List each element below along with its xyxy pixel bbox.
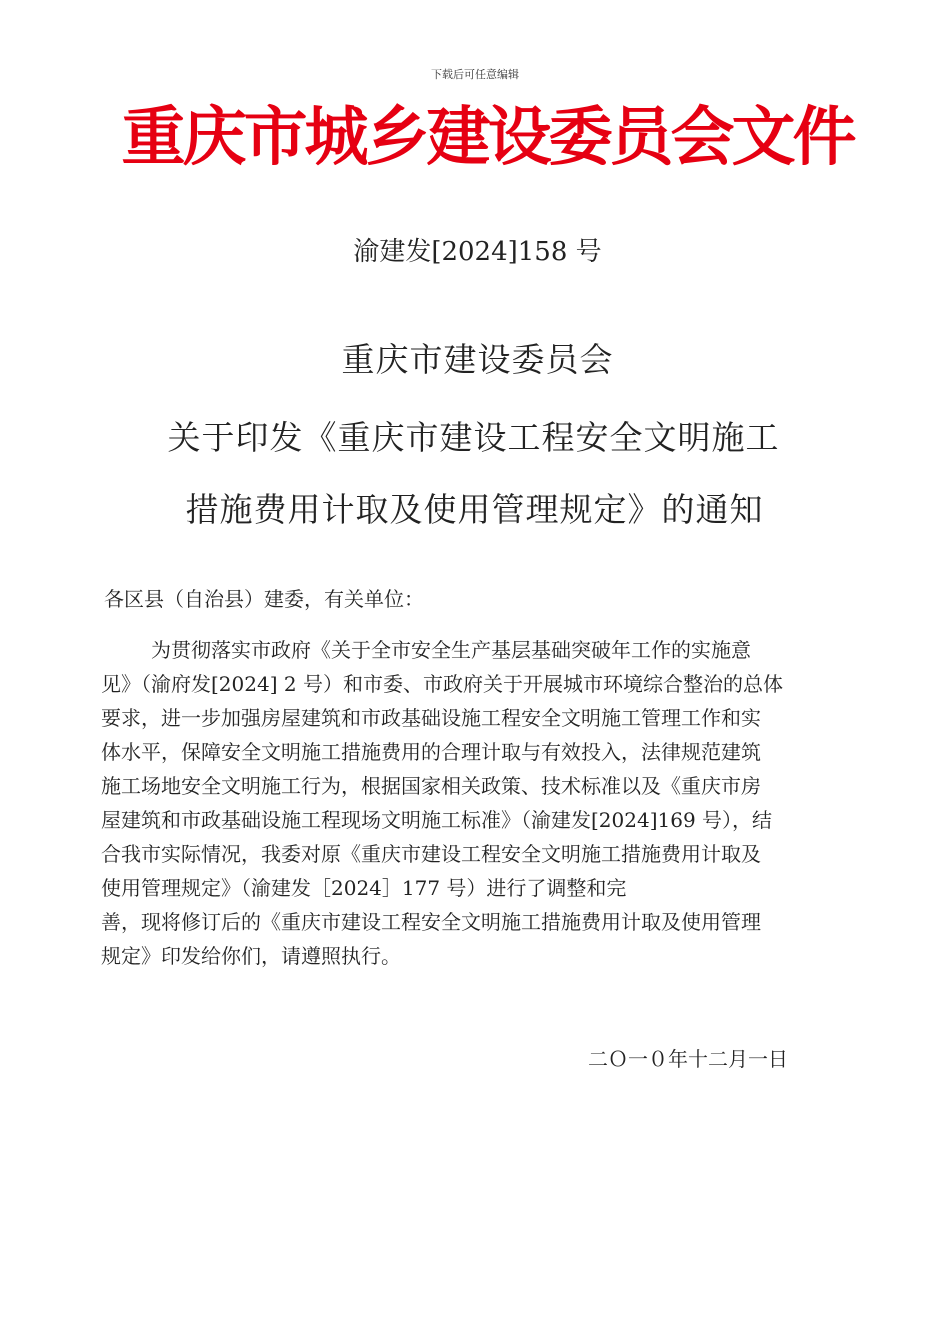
body-line: 合我市实际情况，我委对原《重庆市建设工程安全文明施工措施费用计取及 <box>101 842 761 866</box>
header-note: 下载后可任意编辑 <box>431 68 519 81</box>
document-number: 渝建发[2024]158 号 <box>353 237 602 267</box>
body-line: 见》（渝府发[2024] 2 号）和市委、市政府关于开展城市环境综合整治的总体 <box>101 672 783 696</box>
body-line: 规定》印发给你们，请遵照执行。 <box>101 944 401 968</box>
body-paragraph <box>101 633 851 973</box>
body-line: 为贯彻落实市政府《关于全市安全生产基层基础突破年工作的实施意 <box>151 638 751 662</box>
body-line: 使用管理规定》（渝建发［2024］177 号）进行了调整和完 <box>101 876 627 900</box>
issue-date: 二Ｏ一０年十二月一日 <box>588 1047 788 1071</box>
title-line-3: 措施费用计取及使用管理规定》的通知 <box>185 490 764 529</box>
title-line-2: 关于印发《重庆市建设工程安全文明施工 <box>167 418 780 457</box>
title-line-1: 重庆市建设委员会 <box>341 340 614 379</box>
body-line: 体水平，保障安全文明施工措施费用的合理计取与有效投入，法律规范建筑 <box>101 740 761 764</box>
document-title <box>0 340 950 530</box>
masthead-title: 重庆市城乡建设委员会文件 <box>121 101 854 175</box>
body-line: 施工场地安全文明施工行为，根据国家相关政策、技术标准以及《重庆市房 <box>101 774 761 798</box>
body-line: 屋建筑和市政基础设施工程现场文明施工标准》（渝建发[2024]169 号），结 <box>101 808 773 832</box>
body-line: 要求，进一步加强房屋建筑和市政基础设施工程安全文明施工管理工作和实 <box>101 706 761 730</box>
salutation: 各区县（自治县）建委，有关单位： <box>104 587 424 611</box>
body-line: 善，现将修订后的《重庆市建设工程安全文明施工措施费用计取及使用管理 <box>101 910 761 934</box>
